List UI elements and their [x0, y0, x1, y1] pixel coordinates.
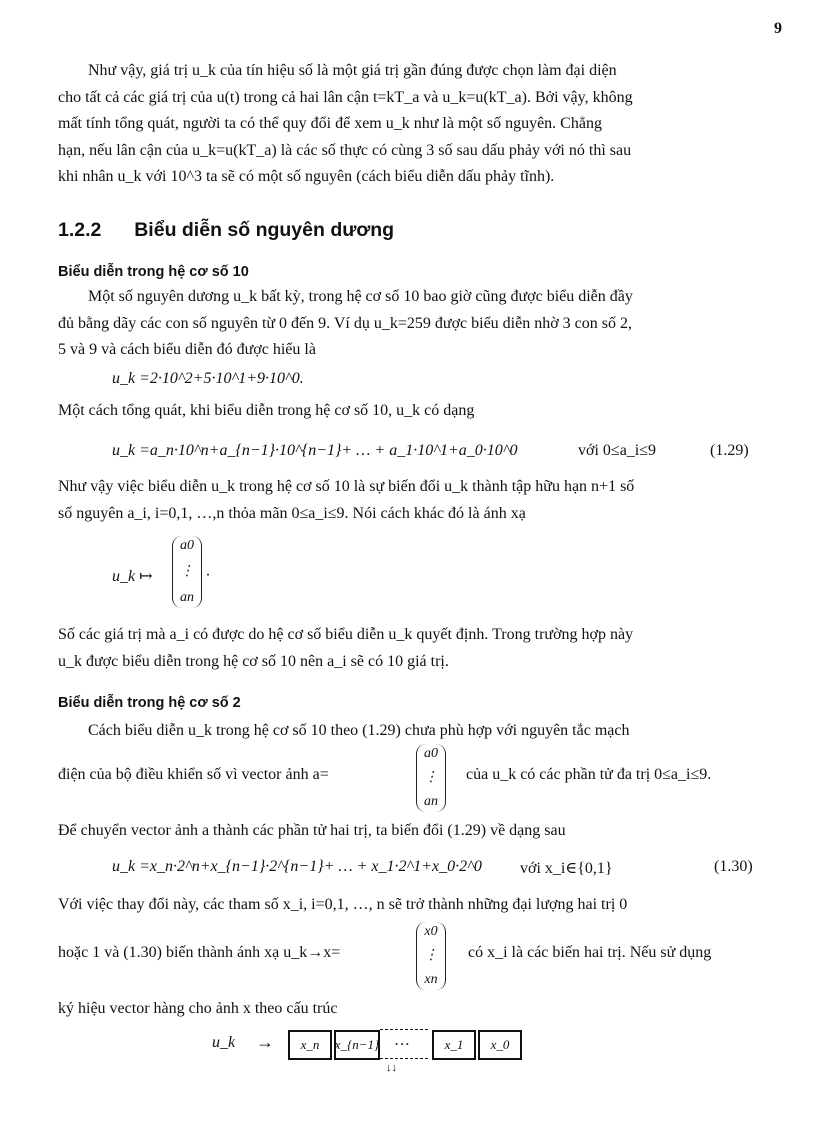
base10-paragraph-3 [58, 474, 784, 527]
vector2-dots: ⋮ [424, 770, 438, 785]
base10-paragraph-1 [58, 284, 784, 364]
vector-a0: a0 [180, 538, 194, 553]
base2-paragraph-1 [58, 718, 784, 745]
equation-1-29-number: (1.29) [710, 442, 749, 459]
diagram-cell-x1: x_1 [432, 1030, 476, 1060]
subsection-heading-base10: Biểu diễn trong hệ cơ số 10 [58, 264, 249, 280]
base10-p4-line-2: u_k được biểu diễn trong hệ cơ số 10 nên a_i sẽ có 10 giá trị. [58, 652, 449, 670]
mapping-vector: a0 ⋮ an . [172, 536, 210, 608]
equation-1-29: u_k =a_n·10^n+a_{n−1}·10^{n−1}+ … + a_1·10^1+a_0·10^0 [112, 442, 518, 459]
diagram-dashed-bottom [380, 1058, 428, 1059]
base2-paragraph-4 [58, 996, 784, 1023]
diagram-brace-label: ↓↓ [386, 1062, 397, 1074]
base2-vector-x [416, 922, 446, 990]
base2-p1-line-2b: của u_k có các phần tử đa trị 0≤a_i≤9. [466, 766, 712, 783]
section-title: Biểu diễn số nguyên dương [134, 219, 395, 241]
diagram-cell-xn: x_n [288, 1030, 332, 1060]
base10-paragraph-2 [58, 398, 784, 425]
base10-p3-line-1: Như vậy việc biểu diễn u_k trong hệ cơ số 10 là sự biến đổi u_k thành tập hữu hạn n+1 số [58, 478, 635, 495]
intro-paragraph [58, 58, 784, 191]
diagram-arrow: → [256, 1032, 274, 1052]
base10-paragraph-4 [58, 622, 784, 675]
base2-p1-line-2a: điện của bộ điều khiển số vì vector ảnh a= [58, 766, 329, 783]
diagram-cell-ellipsis: … [394, 1032, 410, 1049]
base2-p2-line: Để chuyển vector ảnh a thành các phần tử hai trị, ta biến đổi (1.29) về dạng sau [58, 822, 566, 839]
base2-vector-a [416, 744, 446, 812]
base10-p1-line-1: Một số nguyên dương u_k bất kỳ, trong hệ cơ số 10 bao giờ cũng được biểu diễn đầy [88, 288, 633, 305]
base2-p3-line-1: Với việc thay đổi này, các tham số x_i, i=0,1, …, n sẽ trở thành những đại lượng hai trị 0 [58, 896, 628, 913]
intro-line-4: hạn, nếu lân cận của u_k=u(kT_a) là các số thực có cùng 3 số sau dấu phảy với nó thì sau [58, 141, 632, 159]
vector2-an: an [424, 794, 438, 809]
base10-p2-line: Một cách tổng quát, khi biểu diễn trong hệ cơ số 10, u_k có dạng [58, 402, 475, 419]
diagram-lhs: u_k [212, 1034, 236, 1051]
section-heading [58, 219, 394, 242]
base2-p4-line: ký hiệu vector hàng cho ảnh x theo cấu trúc [58, 1000, 338, 1017]
vector-x-dots: ⋮ [424, 948, 438, 963]
base10-p3-line-2: số nguyên a_i, i=0,1, …,n thỏa mãn 0≤a_i≤9. Nói cách khác đó là ánh xạ [58, 504, 526, 522]
equation-1-30-number: (1.30) [714, 858, 753, 875]
section-number: 1.2.2 [58, 219, 102, 241]
base10-p1-line-2: đủ bằng dãy các con số nguyên từ 0 đến 9. Ví dụ u_k=259 được biểu diễn nhờ 3 con số 2, [58, 314, 633, 332]
equation-1-30: u_k =x_n·2^n+x_{n−1}·2^{n−1}+ … + x_1·2^1+x_0·2^0 [112, 858, 482, 875]
diagram-dashed-top [380, 1029, 428, 1030]
subsection-heading-base2: Biểu diễn trong hệ cơ số 2 [58, 695, 241, 711]
intro-line-5: khi nhân u_k với 10^3 ta sẽ có một số nguyên (cách biểu diễn dấu phảy tĩnh). [58, 168, 555, 185]
equation-1-30-condition: với x_i∈{0,1} [520, 860, 613, 877]
mapping-lhs: u_k ↦ [112, 568, 153, 585]
vector-dots: ⋮ [180, 564, 194, 579]
vector-an: an [180, 590, 194, 605]
base2-p3-line-2a: hoặc 1 và (1.30) biến thành ánh xạ u_k→x= [58, 944, 341, 961]
intro-line-2: cho tất cả các giá trị của u(t) trong cả hai lân cận t=kT_a và u_k=u(kT_a). Bởi vậy, không [58, 88, 633, 106]
base2-p1-line-1: Cách biểu diễn u_k trong hệ cơ số 10 theo (1.29) chưa phù hợp với nguyên tắc mạch [88, 722, 630, 739]
vector-xn: xn [424, 972, 438, 987]
base10-p1-line-3: 5 và 9 và cách biểu diễn đó được hiểu là [58, 341, 316, 358]
intro-line-3: mất tính tổng quát, người ta có thể quy đổi để xem u_k như là một số nguyên. Chẳng [58, 115, 602, 132]
diagram-cell-x0: x_0 [478, 1030, 522, 1060]
equation-1-29-condition: với 0≤a_i≤9 [578, 442, 657, 459]
page-number: 9 [774, 20, 782, 37]
base2-p3-line-2b: có x_i là các biến hai trị. Nếu sử dụng [468, 944, 712, 961]
diagram-cell-xn-1: x_{n−1} [334, 1030, 380, 1060]
base10-p4-line-1: Số các giá trị mà a_i có được do hệ cơ số biểu diễn u_k quyết định. Trong trường hợp này [58, 626, 634, 643]
equation-example: u_k =2·10^2+5·10^1+9·10^0. [112, 370, 304, 387]
vector2-a0: a0 [424, 746, 438, 761]
vector-x0: x0 [424, 924, 438, 939]
base2-paragraph-3 [58, 892, 784, 919]
intro-line-1: Như vậy, giá trị u_k của tín hiệu số là một giá trị gần đúng được chọn làm đại diện [88, 62, 617, 79]
base2-paragraph-2 [58, 818, 784, 845]
